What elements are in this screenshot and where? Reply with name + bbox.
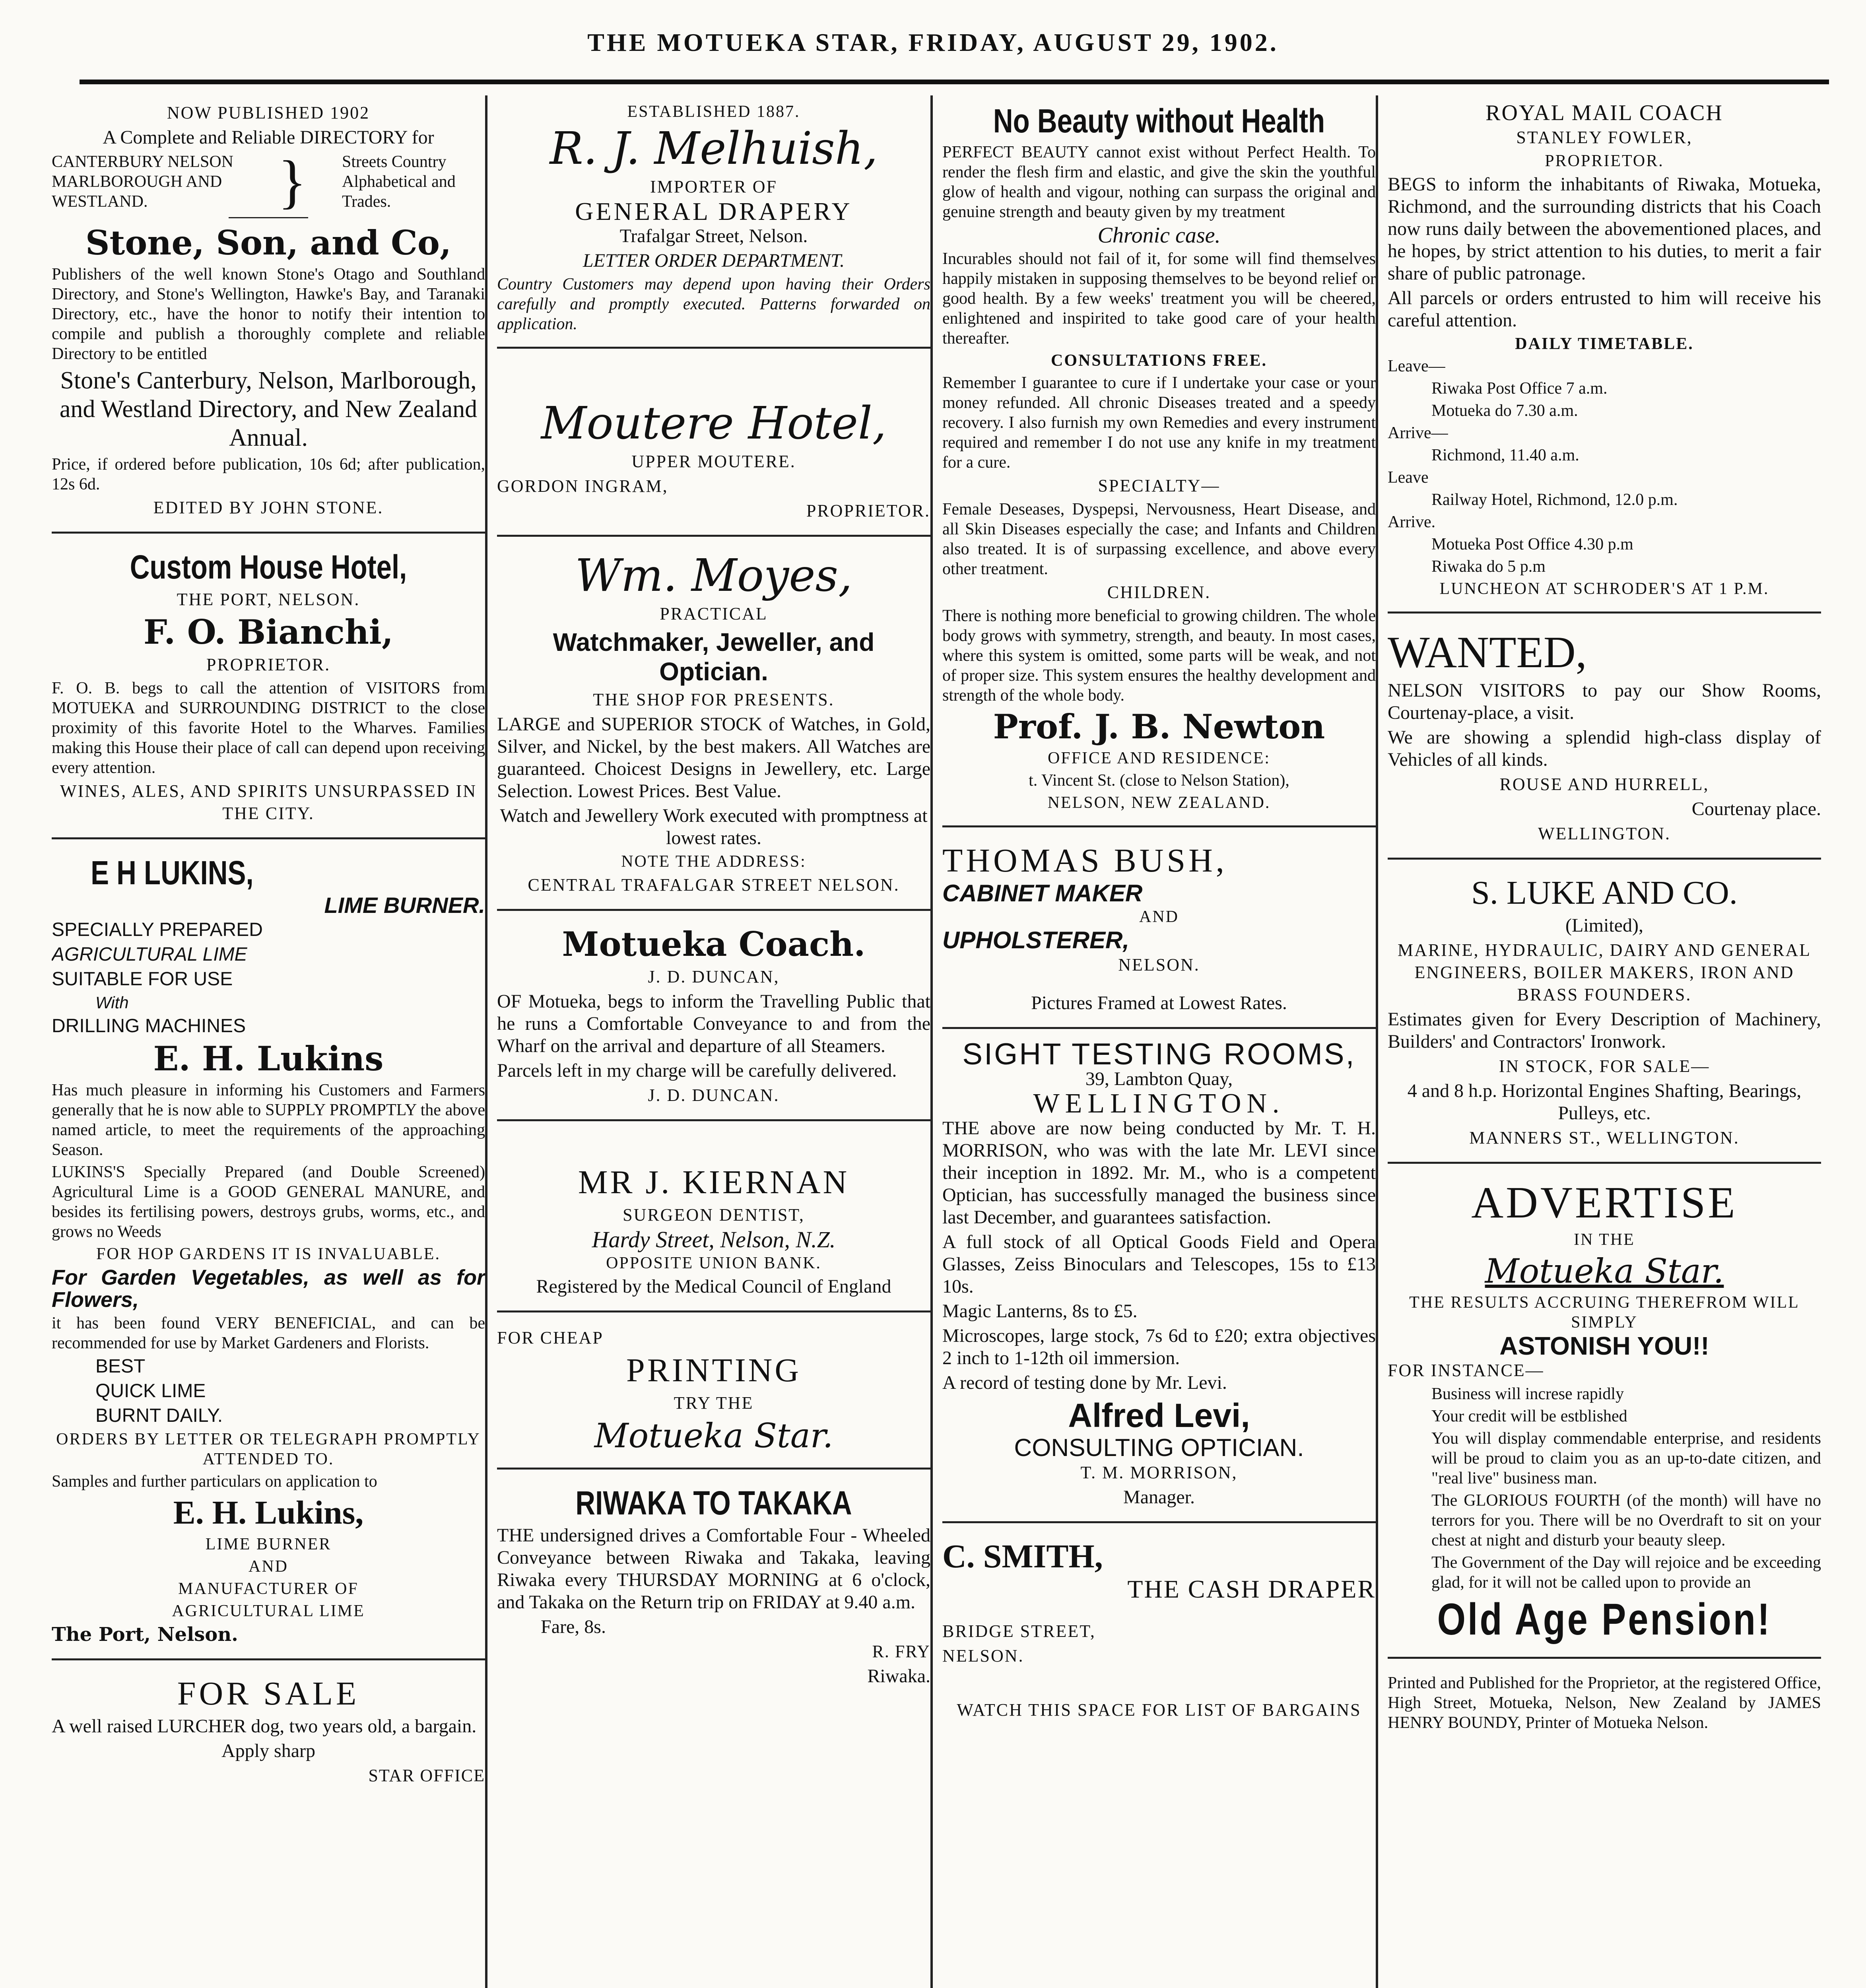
newton-body2: Incurables should not fail of it, for some will find themselves happily mistaken in supposing themselves to be beyond relief or good health. By a few weeks' treatment you will be cheered, enlightened and inspirited to take good care of your health thereafter. — [942, 250, 1376, 348]
newton-body1: PERFECT BEAUTY cannot exist without Perfect Health. To render the flesh firm and elastic, and give the skin the youthful glow of health and vigour, nothing can surpass the original and genuine strength and beauty given by my treatment — [942, 143, 1376, 221]
coach-ad — [497, 919, 930, 1121]
sight-body5: A record of testing done by Mr. Levi. — [942, 1372, 1227, 1393]
advertise-astonish: ASTONISH YOU!! — [1499, 1332, 1709, 1360]
smith-street: BRIDGE STREET, — [942, 1621, 1096, 1641]
lukins-sig2: AND — [249, 1557, 288, 1576]
newton-specialty: SPECIALTY— — [1098, 476, 1220, 495]
advertise-ad — [1388, 1172, 1821, 1659]
column-divider — [485, 95, 487, 1988]
newton-chronic: Chronic case. — [1097, 223, 1221, 248]
mail-coach-ad — [1388, 95, 1821, 613]
tt-richmond: Richmond, 11.40 a.m. — [1431, 446, 1579, 464]
newton-address: t. Vincent St. (close to Nelson Station), — [1029, 771, 1289, 790]
advertise-in-the: IN THE — [1574, 1231, 1635, 1249]
masthead: THE MOTUEKA STAR, FRIDAY, AUGUST 29, 1902. — [587, 28, 1279, 56]
coach-parcels: Parcels left in my charge will be carefully delivered. — [497, 1060, 897, 1081]
lukins-trade: LIME BURNER. — [324, 893, 485, 918]
lukins-orders: ORDERS BY LETTER OR TELEGRAPH PROMPTLY ATTENDED TO. — [56, 1430, 481, 1468]
advertise-l2: Your credit will be estblished — [1431, 1407, 1627, 1425]
column-divider — [930, 95, 933, 1988]
melhuish-dept: LETTER ORDER DEPARTMENT. — [583, 250, 845, 271]
riwaka-sig: R. FRY — [872, 1642, 930, 1661]
luke-engines: 4 and 8 h.p. Horizontal Engines Shafting, Bearings, Pulleys, etc. — [1407, 1080, 1802, 1124]
melhuish-importer: IMPORTER OF — [650, 177, 778, 196]
wanted-body1: NELSON VISITORS to pay our Show Rooms, Courtenay-place, a visit. — [1388, 680, 1821, 723]
column-1 — [52, 95, 485, 1988]
melhuish-name: R. J. Melhuish, — [550, 123, 878, 175]
luke-address: MANNERS ST., WELLINGTON. — [1469, 1128, 1740, 1147]
coach-title: Motueka Coach. — [562, 924, 866, 964]
for-sale-ad — [52, 1668, 485, 1800]
moutere-owner: GORDON INGRAM, — [497, 476, 668, 496]
hotel-name: Custom House Hotel, — [130, 548, 407, 586]
advertise-l3: You will display commendable enterprise, and residents will be proud to claim you as an up-to-date citizen, and "real live" business man. — [1431, 1429, 1821, 1487]
melhuish-drapery: GENERAL DRAPERY — [575, 197, 852, 225]
luke-stock: IN STOCK, FOR SALE— — [1499, 1056, 1710, 1076]
lukins-line5: DRILLING MACHINES — [52, 1015, 246, 1037]
mail-coach-title: ROYAL MAIL COACH — [1485, 101, 1723, 125]
manager-label: Manager. — [1123, 1487, 1195, 1508]
moyes-repairs: Watch and Jewellery Work executed with promptness at lowest rates. — [500, 805, 928, 848]
lukins-hop: FOR HOP GARDENS IT IS INVALUABLE. — [96, 1245, 441, 1263]
printing-ad — [497, 1320, 930, 1470]
sight-body2: A full stock of all Optical Goods Field and Opera Glasses, Zeiss Binoculars and Telescopes, 15s to £13 10s. — [942, 1231, 1376, 1297]
advertise-title: ADVERTISE — [1471, 1178, 1738, 1227]
printing-try: TRY THE — [674, 1393, 754, 1413]
sight-street: 39, Lambton Quay, — [1085, 1068, 1233, 1089]
wanted-body2: We are showing a splendid high-class display of Vehicles of all kinds. — [1388, 727, 1821, 770]
lukins-line4: With — [95, 993, 129, 1012]
column-2 — [497, 95, 930, 1988]
wanted-title: WANTED, — [1388, 628, 1587, 677]
tt-riwaka: Riwaka Post Office 7 a.m. — [1431, 379, 1608, 398]
melhuish-street: Trafalgar Street, Nelson. — [619, 225, 808, 247]
lukins-best3: BURNT DAILY. — [95, 1405, 223, 1426]
smith-ad — [942, 1531, 1376, 1734]
mail-coach-proprietor: PROPRIETOR. — [1545, 152, 1664, 170]
advertise-l4: The GLORIOUS FOURTH (of the month) will have no terrors for you. There will be no Overdraft to sit on your chest at night and disturb your beauty sleep. — [1431, 1491, 1821, 1549]
newton-ad — [942, 95, 1376, 827]
imprint — [1388, 1667, 1821, 1745]
levi-name: Alfred Levi, — [1068, 1397, 1250, 1434]
riwaka-title: RIWAKA TO TAKAKA — [575, 1484, 852, 1522]
coach-owner: J. D. DUNCAN, — [648, 967, 780, 986]
luke-ad — [1388, 868, 1821, 1164]
kiernan-ad — [497, 1129, 930, 1312]
tt-leave2: Leave — [1388, 468, 1429, 487]
newton-body4: Female Deseases, Dyspepsi, Nervousness, Heart Disease, and all Skin Diseases especially the case; and Infants and Children also treated. It is of surpassing excellence, and above every other treatment. — [942, 500, 1376, 578]
kiernan-name: MR J. KIERNAN — [578, 1164, 850, 1201]
riwaka-body: THE undersigned drives a Comfortable Four - Wheeled Conveyance between Riwaka and Takaka, leaving Riwaka every THURSDAY MORNING at 6 o'clock, and Takaka on the Return trip on FRIDAY at 9.40 a.m. — [497, 1525, 930, 1613]
kiernan-opposite: OPPOSITE UNION BANK. — [606, 1254, 821, 1272]
smith-watch: WATCH THIS SPACE FOR LIST OF BARGAINS — [957, 1700, 1361, 1720]
moutere-proprietor: PROPRIETOR. — [806, 501, 930, 520]
divider — [229, 217, 308, 218]
for-sale-title: FOR SALE — [177, 1675, 360, 1712]
wanted-firm: ROUSE AND HURRELL, — [1499, 775, 1709, 794]
coach-sig: J. D. DUNCAN. — [648, 1085, 780, 1105]
moyes-practical: PRACTICAL — [660, 604, 768, 623]
masthead-rule — [80, 80, 1829, 84]
directory-title: Stone's Canterbury, Nelson, Marlborough, and Westland Directory, and New Zealand Annual. — [59, 367, 478, 451]
printing-for-cheap: FOR CHEAP — [497, 1328, 604, 1347]
newton-children: CHILDREN. — [1107, 582, 1211, 602]
lukins-name: E H LUKINS, — [91, 854, 254, 891]
moyes-trade: Watchmaker, Jeweller, and Optician. — [553, 628, 875, 686]
melhuish-ad — [497, 95, 930, 349]
proprietor-label: PROPRIETOR. — [206, 655, 331, 674]
directory-firm: Stone, Son, and Co, — [85, 223, 452, 262]
for-sale-apply: Apply sharp — [221, 1740, 315, 1761]
newton-office: OFFICE AND RESIDENCE: — [1047, 749, 1271, 767]
mail-coach-owner: STANLEY FOWLER, — [1516, 128, 1693, 147]
directory-ad — [52, 95, 485, 534]
lukins-line1: SPECIALLY PREPARED — [52, 919, 263, 940]
column-4 — [1388, 95, 1821, 1988]
hotel-wines: WINES, ALES, AND SPIRITS UNSURPASSED IN THE CITY. — [60, 781, 477, 823]
printing-title: PRINTING — [626, 1352, 801, 1389]
smith-name: C. SMITH, — [942, 1538, 1103, 1575]
bush-trade2: UPHOLSTERER, — [942, 927, 1130, 953]
lukins-address: The Port, Nelson. — [52, 1623, 238, 1646]
lukins-garden: For Garden Vegetables, as well as for Flowers, — [52, 1266, 485, 1312]
directory-price: Price, if ordered before publication, 10s 6d; after publication, 12s 6d. — [52, 455, 485, 493]
wanted-street: Courtenay place. — [1691, 798, 1821, 819]
kiernan-title: SURGEON DENTIST, — [623, 1205, 805, 1225]
brace: } — [278, 149, 307, 215]
tt-riwaka2: Riwaka do 5 p.m — [1431, 557, 1546, 576]
moyes-name: Wm. Moyes, — [575, 550, 852, 602]
melhuish-body: Country Customers may depend upon having their Orders carefully and promptly executed. Patterns forwarded on application. — [497, 275, 930, 333]
lukins-sig3: MANUFACTURER OF — [178, 1580, 359, 1598]
sight-title: SIGHT TESTING ROOMS, — [962, 1037, 1356, 1071]
coach-body: OF Motueka, begs to inform the Travelling Public that he runs a Comfortable Conveyance to and from the Wharf on the arrival and departure of all Steamers. — [497, 991, 930, 1056]
levi-title: CONSULTING OPTICIAN. — [1014, 1434, 1304, 1462]
advertise-results: THE RESULTS ACCRUING THEREFROM WILL SIMPLY — [1409, 1293, 1800, 1332]
moutere-ad — [497, 357, 930, 537]
manager-name: T. M. MORRISON, — [1080, 1463, 1238, 1482]
tt-leave: Leave— — [1388, 357, 1445, 375]
riwaka-place: Riwaka. — [867, 1666, 930, 1687]
lukins-best2: QUICK LIME — [95, 1380, 206, 1402]
luke-limited: (Limited), — [1565, 915, 1643, 936]
sight-body1: THE above are now being conducted by Mr. T. H. MORRISON, who was with the late Mr. LEVI since their inception in 1892. Mr. M., who is a competent Optician, has successfully managed the business since last December, and guarantees satisfaction. — [942, 1118, 1376, 1228]
newton-name: Prof. J. B. Newton — [993, 707, 1325, 746]
advertise-instance: FOR INSTANCE— — [1388, 1361, 1544, 1380]
advertise-l1: Business will increse rapidly — [1431, 1385, 1624, 1403]
lukins-sig1: LIME BURNER — [205, 1535, 332, 1553]
kiernan-street: Hardy Street, Nelson, N.Z. — [592, 1227, 836, 1252]
lukins-body: Has much pleasure in informing his Customers and Farmers generally that he is now able to SUPPLY PROMPTLY the above named article, to meet the requirements of the approaching Season. — [52, 1081, 485, 1159]
lukins-line3: SUITABLE FOR USE — [52, 969, 233, 990]
printing-paper: Motueka Star. — [594, 1416, 833, 1455]
smith-trade: THE CASH DRAPER — [1127, 1575, 1376, 1603]
moutere-place: UPPER MOUTERE. — [631, 452, 796, 471]
hotel-place: THE PORT, NELSON. — [177, 590, 360, 609]
lukins-body2: LUKINS'S Specially Prepared (and Double Screened) Agricultural Lime is a GOOD GENERAL MANURE, and besides its fertilising powers, destroys grubs, worms, etc., and grows no Weeds — [52, 1163, 485, 1241]
hotel-body: F. O. B. begs to call the attention of VISITORS from MOTUEKA and SURROUNDING DISTRICT to the close proximity of this favorite Hotel to the Wharves. Families making this House their place of call can depend upon receiving every attention. — [52, 679, 485, 777]
for-sale-body: A well raised LURCHER dog, two years old, a bargain. — [52, 1716, 477, 1737]
mail-coach-parcels: All parcels or orders entrusted to him will receive his careful attention. — [1388, 287, 1821, 331]
tt-motueka: Motueka do 7.30 a.m. — [1431, 402, 1578, 420]
melhuish-established: ESTABLISHED 1887. — [627, 103, 800, 121]
custom-house-ad — [52, 542, 485, 839]
directory-sections: Streets Country Alphabetical and Trades. — [342, 153, 456, 211]
column-divider — [1376, 95, 1378, 1988]
sight-city: WELLINGTON. — [1033, 1088, 1285, 1119]
sight-body3: Magic Lanterns, 8s to £5. — [942, 1301, 1138, 1322]
lukins-line2: AGRICULTURAL LIME — [52, 944, 247, 965]
directory-contents — [52, 149, 485, 215]
bush-ad — [942, 835, 1376, 1029]
directory-intro: A Complete and Reliable DIRECTORY for — [103, 127, 434, 148]
sight-ad — [942, 1037, 1376, 1523]
bush-name: THOMAS BUSH, — [942, 842, 1227, 879]
smith-city: NELSON. — [942, 1646, 1024, 1666]
newton-city: NELSON, NEW ZEALAND. — [1047, 794, 1271, 812]
riwaka-ad — [497, 1477, 930, 1700]
moyes-body: LARGE and SUPERIOR STOCK of Watches, in Gold, Silver, and Nickel, by the best makers. All Watches are guaranteed. Choicest Designs in Jewellery, etc. Large Selection. Lowest Prices. Best Value. — [497, 714, 930, 802]
bush-pictures: Pictures Framed at Lowest Rates. — [1031, 992, 1287, 1013]
advertise-l5: The Government of the Day will rejoice and be exceeding glad, for it will not be called upon to provide an — [1431, 1553, 1821, 1592]
tt-railway: Railway Hotel, Richmond, 12.0 p.m. — [1431, 491, 1678, 509]
newton-consult: CONSULTATIONS FREE. — [1050, 351, 1268, 370]
for-sale-office: STAR OFFICE — [368, 1766, 485, 1785]
riwaka-fare: Fare, 8s. — [541, 1616, 606, 1637]
now-published: NOW PUBLISHED 1902 — [167, 103, 370, 122]
bush-and: AND — [1139, 908, 1179, 926]
wanted-ad — [1388, 621, 1821, 860]
column-3 — [942, 95, 1376, 1988]
directory-regions: CANTERBURY NELSON MARLBOROUGH AND WESTLAND. — [52, 153, 233, 211]
luke-name: S. LUKE AND CO. — [1471, 874, 1738, 911]
wanted-city: WELLINGTON. — [1538, 824, 1671, 843]
lukins-samples: Samples and further particulars on application to — [52, 1472, 377, 1491]
lukins-name2: E. H. Lukins — [153, 1039, 384, 1078]
directory-editor: EDITED BY JOHN STONE. — [153, 498, 384, 517]
newton-body5: There is nothing more beneficial to growing children. The whole body grows with symmetry, strength, and beauty. In most cases, where this system is omitted, some parts will be weak, and not of proper size. This system ensures the healthy development and strength of the whole body. — [942, 607, 1376, 705]
moyes-address: CENTRAL TRAFALGAR STREET NELSON. — [528, 875, 900, 895]
luke-estimates: Estimates given for Every Description of Machinery, Builders' and Contractors' Ironwork. — [1388, 1009, 1821, 1052]
moyes-note: NOTE THE ADDRESS: — [621, 852, 806, 871]
directory-body: Publishers of the well known Stone's Otago and Southland Directory, and Stone's Wellington, Hawke's Bay, and Taranaki Directory, etc., have the honor to notify their intention to compile and publish a thoroughly complete and reliable Directory to be entitled — [52, 265, 485, 363]
tt-motueka-po: Motueka Post Office 4.30 p.m — [1431, 535, 1633, 553]
moyes-shop: THE SHOP FOR PRESENTS. — [593, 690, 835, 709]
tt-arrive2: Arrive. — [1388, 513, 1436, 531]
luke-trade: MARINE, HYDRAULIC, DAIRY AND GENERAL ENGINEERS, BOILER MAKERS, IRON AND BRASS FOUNDERS. — [1397, 940, 1812, 1004]
advertise-paper: Motueka Star. — [1485, 1252, 1724, 1291]
bush-trade1: CABINET MAKER — [942, 880, 1143, 907]
kiernan-registered: Registered by the Medical Council of England — [536, 1276, 891, 1297]
lukins-sig4: AGRICULTURAL LIME — [172, 1602, 365, 1620]
advertise-pension: Old Age Pension! — [1437, 1594, 1772, 1644]
imprint-text: Printed and Published for the Proprietor, at the registered Office, High Street, Motueka, Nelson, New Zealand by JAMES HENRY BOUNDY, Printer of Motueka Nelson. — [1388, 1674, 1821, 1732]
mail-coach-body: BEGS to inform the inhabitants of Riwaka, Motueka, Richmond, and the surrounding districts that his Coach now runs daily between the abovementioned places, and he hopes, by strict attention to his duties, to merit a fair share of public patronage. — [1388, 174, 1821, 284]
lukins-name3: E. H. Lukins, — [173, 1494, 364, 1531]
newton-body3: Remember I guarantee to cure if I undertake your case or your money refunded. All chronic Diseases treated and a speedy recovery. I also furnish my own Remedies and every instrument required and remember I do not use any knife in my treatment for a cure. — [942, 374, 1376, 472]
lukins-best1: BEST — [95, 1356, 146, 1377]
mail-coach-timetable: DAILY TIMETABLE. — [1515, 335, 1694, 353]
proprietor-name: F. O. Bianchi, — [143, 612, 394, 652]
moutere-name: Moutere Hotel, — [541, 398, 887, 449]
lukins-ad — [52, 847, 485, 1660]
moyes-ad — [497, 545, 930, 911]
newton-headline: No Beauty without Health — [993, 102, 1325, 140]
bush-place: NELSON. — [1118, 955, 1200, 975]
tt-luncheon: LUNCHEON AT SCHRODER'S AT 1 P.M. — [1439, 580, 1769, 598]
sight-body4: Microscopes, large stock, 7s 6d to £20; extra objectives 2 inch to 1-12th oil immersion. — [942, 1325, 1376, 1369]
lukins-body3: it has been found VERY BENEFICIAL, and can be recommended for use by Market Gardeners and Florists. — [52, 1314, 485, 1352]
tt-arrive: Arrive— — [1388, 424, 1448, 442]
